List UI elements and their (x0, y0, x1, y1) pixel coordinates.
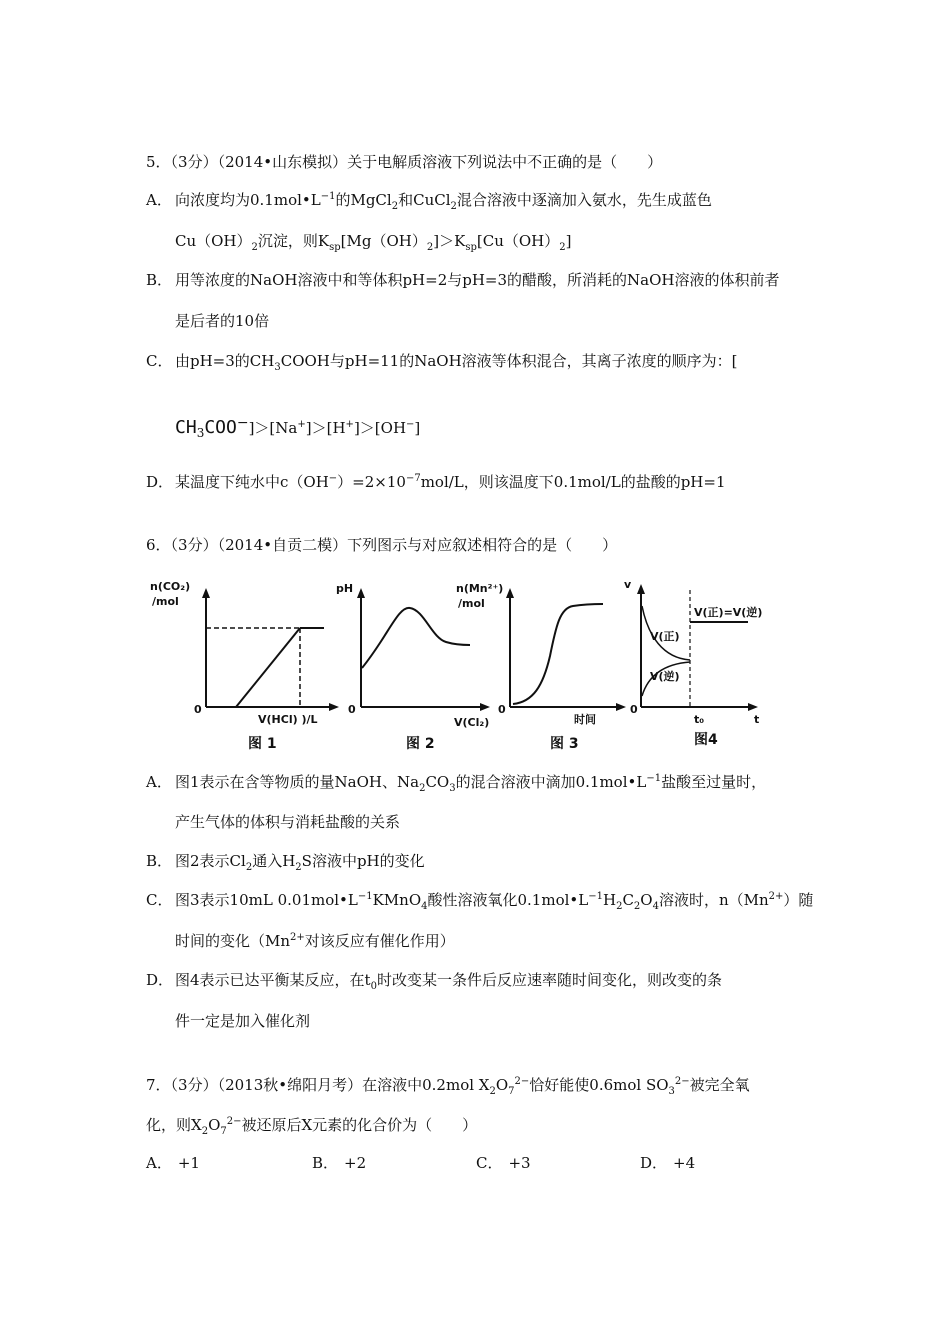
q5-option-d-text: 某温度下纯水中$c(OH^-)=2\times 10^{-7}mol/L$，则该温度下0.1mol/L的盐酸的pH=1 (175, 473, 726, 491)
graph-4-t0: t₀ (694, 713, 705, 726)
q6-option-c-line2: 时间的变化（$Mn^{2+}$对该反应有催化作用） (175, 932, 455, 950)
graph-1-y-arrow (202, 588, 210, 598)
q6-option-d-line2: 件一定是加入催化剂 (175, 1012, 311, 1030)
q6-option-b-label: B． (146, 852, 173, 870)
q7-option-b: B． +2 (312, 1154, 367, 1172)
q6-option-d-line1: 图4表示已达平衡某反应，在$t_0$时改变某一条件后反应速率随时间变化，则改变的条 (175, 971, 722, 992)
graph-1-x-arrow (329, 703, 339, 711)
q6-option-a-line2: 产生气体的体积与消耗盐酸的关系 (175, 813, 401, 831)
graph-3-ylabel2: /mol (458, 597, 485, 610)
graph-1-ylabel2: /mol (152, 595, 179, 608)
q5-option-c-label: C． (146, 352, 173, 370)
graph-1-ylabel1: n(CO₂) (150, 580, 191, 593)
q5-stem: 5．（3分）（2014•山东模拟）关于电解质溶液下列说法中不正确的是（ ） (146, 153, 663, 171)
q5-option-a-line1: 向浓度均为$0.1mol•L^{-1}$的MgCl$_2$和CuCl$_2$混合溶液中逐滴加入氨水，先生成蓝色 (175, 191, 712, 212)
graph-3 (506, 588, 626, 711)
q5-option-a-label: A． (146, 191, 172, 209)
graph-1-origin: 0 (194, 703, 202, 716)
q7-option-d: D． +4 (640, 1154, 696, 1172)
q5-option-d-label: D． (146, 473, 174, 491)
graph-4-equal-label: V(正)=V(逆) (694, 606, 763, 619)
graph-2-caption: 图 2 (406, 736, 435, 752)
graph-2-xlabel: V(Cl₂) (454, 716, 490, 729)
graph-2-x-arrow (480, 703, 490, 711)
graph-4-reverse-label: V(逆) (650, 670, 680, 683)
graph-4-forward-label: V(正) (650, 630, 680, 643)
graph-4-ylabel: v (624, 578, 632, 591)
graph-1-xlabel: V(HCl) )/L (258, 713, 318, 726)
graph-3-curve (513, 604, 603, 704)
graph-2-ylabel: pH (336, 582, 354, 595)
q6-figure (148, 576, 788, 758)
graph-3-caption: 图 3 (550, 736, 579, 752)
q7-stem-line1: 7．（3分）（2013秋•绵阳月考）在溶液中0.2mol $X_2O_7^{2-}$恰好能使0.6mol $SO_3^{2-}$被完全氧 (146, 1076, 750, 1097)
q5-option-b-label: B． (146, 271, 173, 289)
graph-1 (202, 588, 339, 711)
graph-4-caption: 图4 (694, 732, 718, 748)
q6-option-c-line1: 图3表示10mL $0.01mol•L^{-1}KMnO_4$酸性溶液氧化$0.1mol•L^{-1}H_2C_2O_4$溶液时，$n(Mn^{2+})$随 (175, 891, 814, 912)
graph-4-xlabel: t (754, 713, 760, 726)
q6-option-c-label: C． (146, 891, 173, 909)
graph-3-origin: 0 (498, 703, 506, 716)
q5-option-c-line2: $CH_3COO^-]>[Na^+]>[H^+]>[OH^-]$ (175, 415, 421, 440)
q7-stem-line2: 化，则$X_2O_7^{2-}$被还原后X元素的化合价为（ ） (146, 1116, 478, 1137)
graph-1-caption: 图 1 (248, 736, 277, 752)
q6-option-d-label: D． (146, 971, 174, 989)
q6-stem: 6．（3分）（2014•自贡二模）下列图示与对应叙述相符合的是（ ） (146, 536, 618, 554)
graph-4 (637, 584, 758, 711)
q5-option-c-line1: 由pH=3的$CH_3COOH$与pH=11的NaOH溶液等体积混合，其离子浓度的顺序为：[ (175, 352, 738, 373)
q5-option-b-line1: 用等浓度的NaOH溶液中和等体积pH=2与pH=3的醋酸，所消耗的NaOH溶液的体积前者 (175, 271, 780, 289)
graph-3-ylabel1: n(Mn²⁺) (456, 582, 504, 595)
graph-3-xlabel: 时间 (574, 713, 596, 726)
graph-4-x-arrow (748, 703, 758, 711)
graph-4-y-arrow (637, 584, 645, 594)
q5-option-a-line2: $Cu(OH)_2$沉淀，则$K_{sp}[Mg(OH)_2]>K_{sp}[Cu(OH)_2]$ (175, 232, 572, 253)
graph-2-origin: 0 (348, 703, 356, 716)
q5-option-b-line2: 是后者的10倍 (175, 312, 270, 330)
q7-option-c: C． +3 (476, 1154, 531, 1172)
graph-2-curve (362, 608, 470, 668)
graph-2-y-arrow (357, 588, 365, 598)
q6-option-a-line1: 图1表示在含等物质的量NaOH、$Na_2CO_3$的混合溶液中滴加$0.1mol•L^{-1}$盐酸至过量时， (175, 773, 767, 794)
graph-1-line (236, 628, 300, 707)
graph-3-x-arrow (616, 703, 626, 711)
q6-option-a-label: A． (146, 773, 172, 791)
q7-option-a: A． +1 (146, 1154, 200, 1172)
graph-3-y-arrow (506, 588, 514, 598)
graph-4-origin: 0 (630, 703, 638, 716)
q6-option-b-text: 图2表示$Cl_2$通入$H_2S$溶液中pH的变化 (175, 852, 425, 873)
